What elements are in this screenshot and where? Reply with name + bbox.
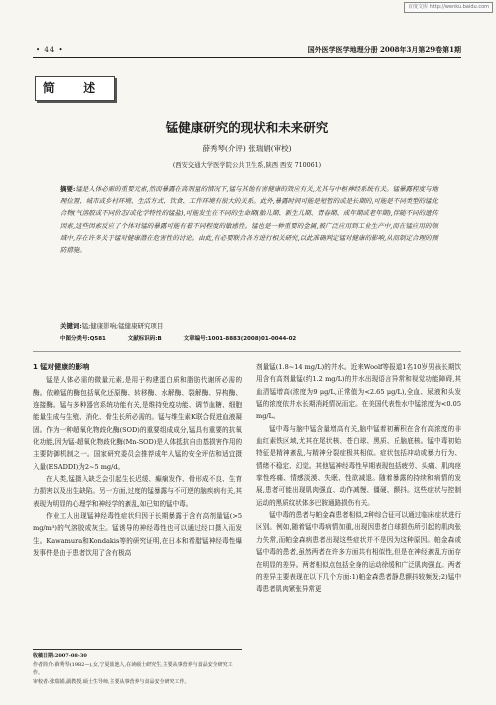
body-column-left bbox=[33, 361, 242, 560]
body-paragraph: 作业工人出现锰神经毒性症状归因于长期暴露于含有高剂量锰(>5 mg/m³)的气溶胶或灰尘。锰诱导的神经毒性也可以通过经口摄入而发生。Kawamura和Kondakis等的研究证明,在日本和希腊锰神经毒性爆发事件是由于患者饮用了含有极高 bbox=[33, 512, 242, 558]
journal-name: 国外医学医学地理分册 2008年3月第29卷第1期 bbox=[307, 45, 461, 54]
abstract bbox=[60, 183, 438, 256]
keywords-label: 关键词: bbox=[60, 322, 82, 330]
abstract-text: 锰是人体必需的重要元素,然而暴露在高剂量的情况下,锰与其他有害健康的效应有关,尤其与中枢神经系统有关。锰暴露程度与地理位置、城市或乡村环境、生活方式、饮食、工作环境有很大的关系。此外,暴露时间可能是短暂的或是长期的,可能是不同类型的锰化合物(气溶胶或不同价态/或化学特性的锰盐),可能发生在不同的生命期(胎儿期、新生儿期、青春期、成年期或老年期),伴随不同的遗传因素,这些因素反应了个体对锰的暴露可能有着不同程度的敏感性。锰也是一种重要的金属,被广泛应用到工业生产中,而在锰应用的领域中,存在许多关于锰对健康潜在危害性的讨论。由此,有必要联合各方进行相关研究,以此准确判定锰对健康的影响,从而制定合理的预防措施。 bbox=[60, 185, 438, 255]
section-heading: 1 锰对健康的影响 bbox=[33, 363, 90, 371]
section-rule bbox=[33, 351, 461, 352]
classification-line bbox=[60, 334, 438, 345]
body-paragraph: 剂量锰(1.8~14 mg/L)的井水。近来Woolf等报道1名10岁男孩长期饮用含有高剂量锰(约1.2 mg/L)的井水出现语言异常和视觉功能障碍,其血清锰增高(浓度为9 μg/L,正常值为<2.65 μg/L),全血、尿液和头发锰的浓度依井水长期消耗情况而定。在美国代表性水中锰浓度为<0.05 mg/L。 bbox=[256, 363, 461, 421]
keywords bbox=[60, 320, 438, 332]
keywords-text: 锰;健康影响;锰健康研究项目 bbox=[81, 322, 164, 330]
watermark-badge: 百度文库 http://wenku.baidu.com bbox=[404, 2, 493, 13]
affiliation: (西安交通大学医学院公共卫生系,陕西 西安 710061) bbox=[172, 162, 322, 169]
body-paragraph: 锰中毒与脑中锰含量增高有关,脑中锰着初蓄积在含有高浓度的非血红素铁区域,尤其在尾状核、苍白球、黑质、丘脑底核。锰中毒初始特征是精神紊乱,与精神分裂症极其相似。症状包括冲动或暴力行为、情绪不稳定、幻觉。其他锰神经毒性早期表现包括疲劳、头痛、肌肉痉挛性疼痛、情感淡漠、失眠、性欲减退。随着暴露的持续和病情的发展,患者可能出现肌肉强直、动作减慢、僵硬、颤抖。这些症状与控制运动的黑质纹状体多巴胺通路损伤有关。 bbox=[256, 424, 461, 507]
abstract-label: 摘要: bbox=[60, 185, 76, 193]
running-header bbox=[33, 44, 461, 56]
column-label: 简 述 bbox=[35, 76, 115, 101]
page-number: • 44 • bbox=[36, 46, 64, 54]
clc-number: 中图分类号:Q581 bbox=[60, 336, 106, 342]
reviewer-bio: 审校者:张瑞娟,副教授,硕士生导师,主要从事营养与食品安全研究工作。 bbox=[33, 678, 190, 685]
body-column-right bbox=[256, 361, 461, 596]
header-rule bbox=[33, 57, 461, 58]
body-paragraph: 锰中毒的患者与帕金森患者相似,2种综合征可以通过临床症状进行区别。例如,随着锰中毒病情加重,出现因患者白球损伤所引起的肌肉张力失常,而帕金森病患者出现这些症状并不是因为这种原因。帕金森或锰中毒的患者,虽然两者在许多方面共有相似性,但是在神经紊乱方面存在明显的差异。两者相似点包括全身的运动徐缓和广泛肌肉强直。两者的差异主要表现在以下几个方面:1)帕金森患者静息颤抖较频发;2)锰中毒患者肌肉紧张异常更 bbox=[256, 511, 461, 594]
body-paragraph: 锰是人体必需的微量元素,是用于构建蛋白质和脂肪代谢所必需的酶。依赖锰的酶包括氧化还原酶、转移酶、水解酶、裂解酶、异构酶、连接酶。锰与多种器官系统功能有关,是维持免疫功能、调节血糖、细胞能量生成与生殖、消化、骨生长所必需的。锰与维生素K联合促进血液凝固。作为一种超氧化物歧化酶(SOD)的重要组成成分,锰具有重要的抗氧化功能,因为锰-超氧化物歧化酶(Mn-SOD)是人体抵抗自由基损害作用的主要防御机制之一。国家研究委员会推荐成年人锰的安全评估和适宜摄入量(ESADDI)为2~5 mg/d。 bbox=[33, 376, 242, 471]
body-paragraph: 在人类,锰摄入缺乏会引起生长迟缓、癫痫发作、骨形成不良、生育力损害以及出生缺陷。另一方面,过度的锰暴露与不可逆的脑疾病有关,其表现为明显的心理学和神经学的紊乱,如已知的锰中毒。 bbox=[33, 475, 242, 508]
document-code: 文献标识码:B bbox=[127, 336, 162, 342]
received-date: 收稿日期:2007-08-30 bbox=[33, 653, 87, 659]
author-bio: 作者简介:薛秀琴(1982—),女,宁夏盐池人,在读硕士研究生,主要从事营养与食品安全研究工作。 bbox=[33, 661, 233, 677]
footnote bbox=[33, 649, 242, 686]
article-title: 锰健康研究的现状和未来研究 bbox=[165, 120, 329, 135]
authors: 薛秀琴(介评) 张瑞娟(审校) bbox=[202, 144, 292, 153]
article-number: 文章编号:1001-8883(2008)01-0044-02 bbox=[183, 336, 297, 342]
